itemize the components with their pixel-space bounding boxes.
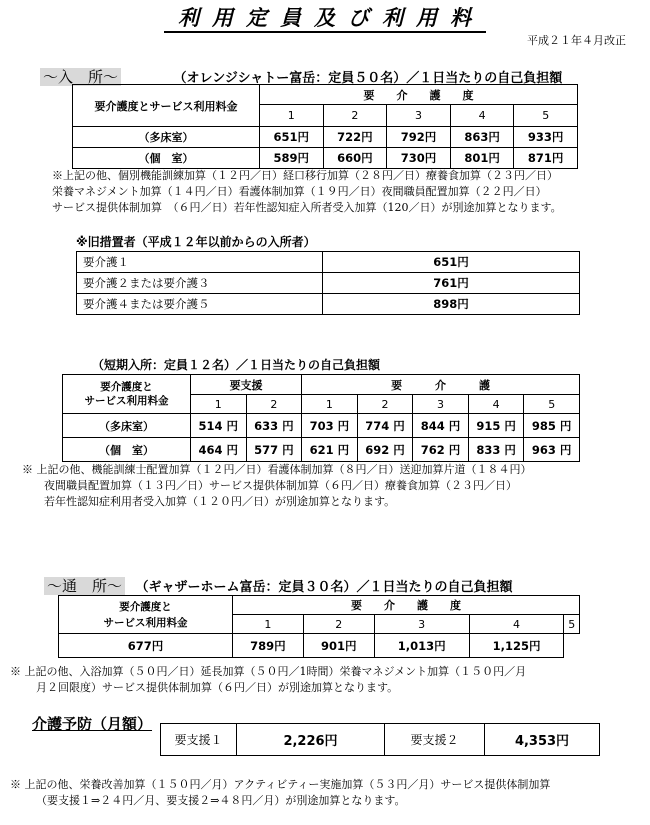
kyu-label: 要介護１ [77, 252, 323, 273]
level-cell: 1 [191, 395, 247, 414]
price-cell: 871円 [514, 148, 578, 169]
kyu-heading: ※旧措置者（平成１２年以前からの入所者） [76, 235, 316, 249]
yobo-label-2: 要支援２ [385, 724, 485, 756]
level-cell: 4 [450, 105, 514, 127]
nyusho-note-2: 栄養マネジメント加算（１４円／日）看護体制加算（１９円／日）夜間職員配置加算（２２円／日） [52, 185, 547, 198]
yobo-value-1: 2,226円 [237, 724, 385, 756]
level-cell: 1 [260, 105, 324, 127]
row-label: （多床室） [73, 127, 260, 148]
tsusho-note-2: 月２回限度）サービス提供体制加算（６円／日）が別途加算となります。 [36, 681, 399, 694]
tsusho-table [58, 595, 580, 658]
price-cell: 963 円 [524, 438, 580, 462]
price-cell: 789円 [233, 634, 304, 658]
table-row [77, 273, 580, 294]
price-cell: 692 円 [357, 438, 413, 462]
tsusho-tag: 〜通 所〜 [44, 577, 125, 595]
tanki-kaigo-header: 要 介 護 [302, 375, 580, 395]
nyusho-tag: 〜入 所〜 [40, 68, 121, 86]
price-cell: 1,125円 [469, 634, 564, 658]
tsusho-note-1: ※ 上記の他、入浴加算（５０円／日）延長加算（５０円／1時間）栄養マネジメント加算（１５０円／月 [10, 665, 527, 678]
yobo-value-2: 4,353円 [485, 724, 600, 756]
price-cell: 844 円 [413, 414, 469, 438]
tanki-note-1: ※ 上記の他、機能訓練士配置加算（１２円／日）看護体制加算（８円／日）送迎加算片道（１８４円） [22, 463, 532, 476]
tanki-table [62, 374, 580, 462]
kyu-value: 651円 [323, 252, 580, 273]
tsusho-header-label-2: サービス利用料金 [103, 616, 188, 629]
revision-date: 平成２１年４月改正 [527, 34, 626, 47]
tanki-note-2: 夜間職員配置加算（１３円／日）サービス提供体制加算（６円／日）療養食加算（２３円／日） [44, 479, 517, 492]
price-cell: 514 円 [191, 414, 247, 438]
level-cell: 1 [233, 615, 304, 634]
table-row [77, 252, 580, 273]
kyu-value: 761円 [323, 273, 580, 294]
tanki-heading: （短期入所：定員１２名）／１日当たりの自己負担額 [92, 358, 381, 372]
table-row [73, 148, 578, 169]
tanki-shien-header: 要支援 [191, 375, 302, 395]
level-cell: 1 [302, 395, 358, 414]
price-cell: 651円 [260, 127, 324, 148]
tsusho-heading [44, 575, 513, 596]
kyu-label: 要介護４または要介護５ [77, 294, 323, 315]
nyusho-note-1: ※上記の他、個別機能訓練加算（１２円／日）経口移行加算（２８円／日）療養食加算（２３円／日） [52, 169, 558, 182]
kyu-table [76, 251, 580, 315]
yobo-note-2: （要支援１⇒２４円／月、要支援２⇒４８円／月）が別途加算となります。 [36, 794, 406, 807]
tsusho-level-header: 要 介 護 度 [233, 596, 580, 615]
level-cell: 4 [468, 395, 524, 414]
level-cell: 4 [469, 615, 564, 634]
kyu-label: 要介護２または要介護３ [77, 273, 323, 294]
tanki-note-3: 若年性認知症利用者受入加算（１２０円／日）が別途加算となります。 [44, 495, 396, 508]
price-cell: 577 円 [246, 438, 302, 462]
tsusho-header-label-1: 要介護度と [119, 600, 172, 613]
tanki-header-label [63, 375, 191, 414]
price-cell: 703 円 [302, 414, 358, 438]
price-cell: 677円 [59, 634, 233, 658]
price-cell: 933円 [514, 127, 578, 148]
row-label: （個 室） [73, 148, 260, 169]
price-cell: 589円 [260, 148, 324, 169]
table-row [63, 414, 580, 438]
level-cell: 2 [303, 615, 374, 634]
level-cell: 5 [564, 615, 580, 634]
level-cell: 2 [323, 105, 387, 127]
nyusho-level-header: 要 介 護 度 [260, 85, 578, 105]
price-cell: 792円 [387, 127, 451, 148]
price-cell: 801円 [450, 148, 514, 169]
yobo-note-1: ※ 上記の他、栄養改善加算（１５０円／月）アクティビティー実施加算（５３円／月）サービス提供体制加算 [10, 778, 551, 791]
table-row [59, 634, 580, 658]
tsusho-heading-text: （ギャザーホーム富岳：定員３０名）／１日当たりの自己負担額 [135, 580, 513, 595]
price-cell: 633 円 [246, 414, 302, 438]
row-label: （多床室） [63, 414, 191, 438]
tanki-header-label-2: サービス利用料金 [84, 395, 169, 407]
nyusho-header-label: 要介護度とサービス利用料金 [73, 85, 260, 127]
price-cell: 833 円 [468, 438, 524, 462]
price-cell: 901円 [303, 634, 374, 658]
row-label: （個 室） [63, 438, 191, 462]
level-cell: 5 [514, 105, 578, 127]
level-cell: 3 [387, 105, 451, 127]
nyusho-heading-text: （オレンジシャトー富岳：定員５０名）／１日当たりの自己負担額 [173, 71, 563, 86]
yobo-label-1: 要支援１ [161, 724, 237, 756]
level-cell: 2 [246, 395, 302, 414]
price-cell: 464 円 [191, 438, 247, 462]
price-cell: 730円 [387, 148, 451, 169]
page-title: 利用定員及び利用料 [0, 2, 650, 32]
yobo-heading: 介護予防（月額） [32, 715, 153, 733]
table-row [73, 127, 578, 148]
level-cell: 3 [374, 615, 469, 634]
price-cell: 915 円 [468, 414, 524, 438]
table-row [77, 294, 580, 315]
table-row [63, 438, 580, 462]
tsusho-header-label [59, 596, 233, 634]
price-cell: 863円 [450, 127, 514, 148]
nyusho-note-3: サービス提供体制加算 （６円／日）若年性認知症入所者受入加算（120／日）が別途加算となります。 [52, 201, 562, 214]
price-cell: 722円 [323, 127, 387, 148]
price-cell: 762 円 [413, 438, 469, 462]
level-cell: 3 [413, 395, 469, 414]
price-cell: 660円 [323, 148, 387, 169]
price-cell: 1,013円 [374, 634, 469, 658]
kyu-value: 898円 [323, 294, 580, 315]
nyusho-table [72, 84, 578, 169]
yobo-table [160, 723, 600, 756]
level-cell: 2 [357, 395, 413, 414]
tanki-header-label-1: 要介護度と [100, 381, 153, 393]
table-row [161, 724, 600, 756]
level-cell: 5 [524, 395, 580, 414]
price-cell: 621 円 [302, 438, 358, 462]
price-cell: 774 円 [357, 414, 413, 438]
price-cell: 985 円 [524, 414, 580, 438]
